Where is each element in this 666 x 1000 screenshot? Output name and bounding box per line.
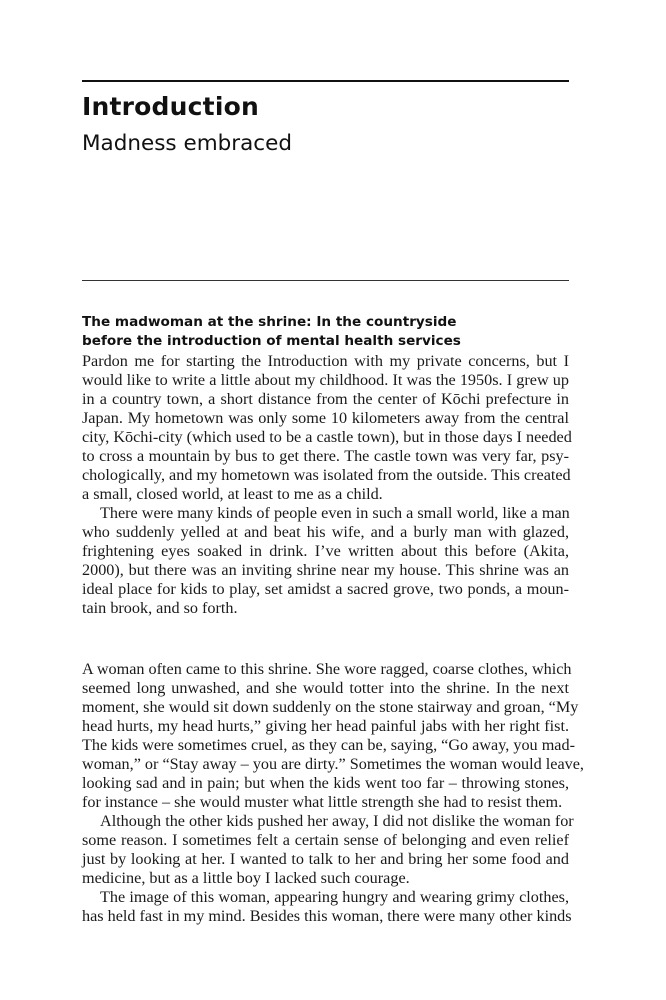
text-line: 2000), but there was an inviting shrine near my house. This shrine was an <box>82 561 569 579</box>
paragraph <box>82 352 572 504</box>
text-line: seemed long unwashed, and she would totter into the shrine. In the next <box>82 679 569 697</box>
chapter-label: Introduction <box>82 92 259 121</box>
text-line: medicine, but as a little boy I lacked such courage. <box>82 869 410 887</box>
paragraph <box>82 812 574 888</box>
text-line: There were many kinds of people even in such a small world, like a man <box>100 504 570 522</box>
text-line: head hurts, my head hurts,” giving her head painful jabs with her right fist. <box>82 717 569 735</box>
text-line: for instance – she would muster what little strength she had to resist them. <box>82 793 563 811</box>
text-line: city, Kōchi-city (which used to be a castle town), but in those days I needed <box>82 428 572 446</box>
text-line: moment, she would sit down suddenly on the stone stairway and groan, “My <box>82 698 579 716</box>
text-line: chologically, and my hometown was isolated from the outside. This created <box>82 466 571 484</box>
text-line: a small, closed world, at least to me as a child. <box>82 485 383 503</box>
text-line: Although the other kids pushed her away, I did not dislike the woman for <box>100 812 574 830</box>
text-line: woman,” or “Stay away – you are dirty.” Sometimes the woman would leave, <box>82 755 584 773</box>
body-text-block <box>82 660 584 926</box>
text-line: would like to write a little about my childhood. It was the 1950s. I grew up <box>82 371 569 389</box>
text-line: looking sad and in pain; but when the kids went too far – throwing stones, <box>82 774 569 792</box>
section-heading-line: The madwoman at the shrine: In the countryside <box>82 314 457 330</box>
text-line: A woman often came to this shrine. She wore ragged, coarse clothes, which <box>82 660 572 678</box>
paragraph <box>82 504 569 618</box>
text-line: some reason. I sometimes felt a certain sense of belonging and even relief <box>82 831 569 849</box>
top-rule <box>82 80 569 82</box>
text-line: just by looking at her. I wanted to talk to her and bring her some food and <box>82 850 569 868</box>
text-line: Japan. My hometown was only some 10 kilometers away from the central <box>82 409 569 427</box>
paragraph <box>82 888 572 926</box>
bottom-rule <box>82 280 569 281</box>
text-line: tain brook, and so forth. <box>82 599 238 617</box>
section-heading-line: before the introduction of mental health services <box>82 333 461 349</box>
chapter-title: Madness embraced <box>82 131 292 156</box>
text-line: frightening eyes soaked in drink. I’ve written about this before (Akita, <box>82 542 569 560</box>
body-text-block <box>82 352 572 618</box>
section-heading <box>82 313 569 351</box>
text-line: who suddenly yelled at and beat his wife, and a burly man with glazed, <box>82 523 569 541</box>
text-line: Pardon me for starting the Introduction with my private concerns, but I <box>82 352 569 370</box>
paragraph <box>82 660 584 812</box>
text-line: to cross a mountain by bus to get there. The castle town was very far, psy- <box>82 447 569 465</box>
text-line: in a country town, a short distance from the center of Kōchi prefecture in <box>82 390 569 408</box>
text-line: ideal place for kids to play, set amidst a sacred grove, two ponds, a moun- <box>82 580 569 598</box>
text-line: has held fast in my mind. Besides this woman, there were many other kinds <box>82 907 572 925</box>
text-line: The kids were sometimes cruel, as they can be, saying, “Go away, you mad- <box>82 736 575 754</box>
text-line: The image of this woman, appearing hungry and wearing grimy clothes, <box>100 888 569 906</box>
